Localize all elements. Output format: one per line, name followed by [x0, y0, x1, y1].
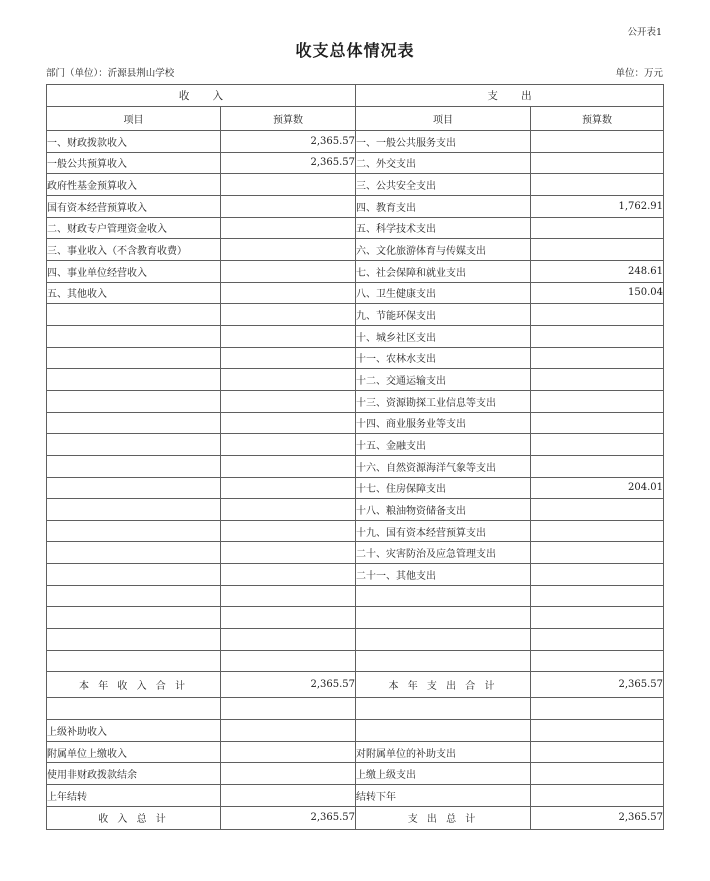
expense-value-cell: [531, 763, 664, 785]
income-item-cell: [47, 650, 221, 672]
expense-item-cell: [356, 585, 531, 607]
income-item-cell: [47, 585, 221, 607]
table-row: [47, 520, 664, 542]
income-item-cell: 三、事业收入（不含教育收费）: [47, 239, 221, 261]
income-value-cell: [221, 455, 356, 477]
income-item-cell: [47, 499, 221, 521]
expense-item-cell: [356, 629, 531, 651]
table-row: [47, 152, 664, 174]
income-value-cell: [221, 520, 356, 542]
expense-item-cell: [356, 607, 531, 629]
grand-total-tbody: [47, 806, 664, 829]
expense-value-cell: [531, 720, 664, 742]
table-row: [47, 741, 664, 763]
expense-item-cell: 十七、住房保障支出: [356, 477, 531, 499]
expense-value-cell: [531, 174, 664, 196]
expense-item-cell: 结转下年: [356, 785, 531, 807]
department-label: 部门（单位）：沂源县荆山学校: [46, 68, 175, 79]
income-item-cell: 上年结转: [47, 785, 221, 807]
expense-item-cell: 二、外交支出: [356, 152, 531, 174]
income-value-cell: [221, 477, 356, 499]
income-item-cell: 五、其他收入: [47, 282, 221, 304]
income-item-cell: 国有资本经营预算收入: [47, 195, 221, 217]
expense-item-cell: [356, 698, 531, 720]
income-value-cell: [221, 607, 356, 629]
income-value-cell: [221, 195, 356, 217]
table-row: [47, 217, 664, 239]
income-item-cell: [47, 347, 221, 369]
income-value-cell: [221, 260, 356, 282]
income-item-cell: [47, 304, 221, 326]
table-row: [47, 174, 664, 196]
expense-item-cell: 十六、自然资源海洋气象等支出: [356, 455, 531, 477]
expense-item-cell: 十、城乡社区支出: [356, 325, 531, 347]
expense-value-cell: [531, 369, 664, 391]
income-item-cell: [47, 390, 221, 412]
expense-value-cell: [531, 390, 664, 412]
expense-item-cell: 九、节能环保支出: [356, 304, 531, 326]
expense-budget-column-header: 预算数: [531, 107, 664, 131]
income-value-cell: [221, 434, 356, 456]
expense-item-cell: [356, 650, 531, 672]
income-value-cell: [221, 629, 356, 651]
expense-value-cell: [531, 629, 664, 651]
expense-value-cell: [531, 152, 664, 174]
table-row: [47, 195, 664, 217]
expense-item-cell: 十五、金融支出: [356, 434, 531, 456]
expense-item-cell: 二十、灾害防治及应急管理支出: [356, 542, 531, 564]
table-row: [47, 542, 664, 564]
expense-total-value-cell: 2,365.57: [531, 672, 664, 698]
expense-item-cell: 十三、资源勘探工业信息等支出: [356, 390, 531, 412]
expense-value-cell: 150.04: [531, 282, 664, 304]
income-value-cell: [221, 585, 356, 607]
main-tbody: [47, 131, 664, 672]
income-value-cell: [221, 412, 356, 434]
income-value-cell: [221, 650, 356, 672]
expense-item-cell: 十八、粮油物资储备支出: [356, 499, 531, 521]
budget-summary-table: [46, 84, 664, 830]
column-header-row: [47, 107, 664, 131]
expense-value-cell: [531, 239, 664, 261]
expense-item-cell: 四、教育支出: [356, 195, 531, 217]
expense-value-cell: [531, 564, 664, 586]
expense-grand-total-value-cell: 2,365.57: [531, 806, 664, 829]
income-item-cell: [47, 629, 221, 651]
income-grand-total-label-cell: 收 入 总 计: [47, 806, 221, 829]
expense-value-cell: [531, 217, 664, 239]
totals-tbody: [47, 672, 664, 698]
income-value-cell: [221, 499, 356, 521]
income-value-cell: [221, 347, 356, 369]
table-header: [47, 85, 664, 131]
income-total-label-cell: 本 年 收 入 合 计: [47, 672, 221, 698]
table-row: [47, 650, 664, 672]
table-row: [47, 698, 664, 720]
expense-value-cell: [531, 412, 664, 434]
expense-item-cell: 十一、农林水支出: [356, 347, 531, 369]
income-item-cell: 一般公共预算收入: [47, 152, 221, 174]
expense-total-label-cell: 本 年 支 出 合 计: [356, 672, 531, 698]
expense-item-cell: 七、社会保障和就业支出: [356, 260, 531, 282]
table-row: [47, 282, 664, 304]
expense-item-cell: 二十一、其他支出: [356, 564, 531, 586]
expense-value-cell: [531, 785, 664, 807]
income-item-cell: [47, 607, 221, 629]
table-row: [47, 412, 664, 434]
sheet-label: 公开表1: [627, 27, 662, 38]
income-value-cell: [221, 217, 356, 239]
expense-value-cell: [531, 131, 664, 153]
table-row: [47, 477, 664, 499]
income-item-cell: 四、事业单位经营收入: [47, 260, 221, 282]
income-item-cell: [47, 542, 221, 564]
income-value-cell: [221, 325, 356, 347]
income-value-cell: [221, 542, 356, 564]
expense-value-cell: [531, 434, 664, 456]
expense-item-cell: 一、一般公共服务支出: [356, 131, 531, 153]
expense-item-cell: 十二、交通运输支出: [356, 369, 531, 391]
income-item-cell: 上级补助收入: [47, 720, 221, 742]
meta-row: [46, 65, 663, 79]
expense-value-cell: [531, 347, 664, 369]
table-row: [47, 239, 664, 261]
income-grand-total-value-cell: 2,365.57: [221, 806, 356, 829]
table-row: [47, 369, 664, 391]
table-row: [47, 564, 664, 586]
income-value-cell: [221, 239, 356, 261]
table-row: [47, 304, 664, 326]
expense-item-cell: 三、公共安全支出: [356, 174, 531, 196]
expense-value-cell: [531, 455, 664, 477]
income-item-cell: 一、财政拨款收入: [47, 131, 221, 153]
income-value-cell: [221, 698, 356, 720]
expense-item-cell: 十四、商业服务业等支出: [356, 412, 531, 434]
unit-label: 单位：万元: [615, 68, 663, 79]
expense-value-cell: 204.01: [531, 477, 664, 499]
table-row: [47, 720, 664, 742]
table-row: [47, 131, 664, 153]
grand-total-row: [47, 806, 664, 829]
expense-item-cell: 六、文化旅游体育与传媒支出: [356, 239, 531, 261]
income-value-cell: [221, 174, 356, 196]
page-title: 收支总体情况表: [295, 41, 415, 60]
bottom-tbody: [47, 698, 664, 806]
expense-value-cell: [531, 304, 664, 326]
expense-value-cell: [531, 325, 664, 347]
expense-value-cell: [531, 542, 664, 564]
income-item-cell: [47, 698, 221, 720]
table-row: [47, 455, 664, 477]
section-header-row: [47, 85, 664, 107]
table-row: [47, 325, 664, 347]
table-row: [47, 390, 664, 412]
expense-value-cell: 1,762.91: [531, 195, 664, 217]
expense-value-cell: [531, 741, 664, 763]
year-totals-row: [47, 672, 664, 698]
income-item-cell: [47, 369, 221, 391]
table-row: [47, 785, 664, 807]
income-item-cell: [47, 325, 221, 347]
income-value-cell: [221, 763, 356, 785]
income-item-cell: 政府性基金预算收入: [47, 174, 221, 196]
income-total-value-cell: 2,365.57: [221, 672, 356, 698]
table-row: [47, 763, 664, 785]
income-value-cell: [221, 369, 356, 391]
expense-item-cell: 上缴上级支出: [356, 763, 531, 785]
income-value-cell: 2,365.57: [221, 152, 356, 174]
income-value-cell: 2,365.57: [221, 131, 356, 153]
table-row: [47, 585, 664, 607]
income-section-header: 收 入: [47, 85, 356, 107]
income-item-cell: 使用非财政拨款结余: [47, 763, 221, 785]
expense-item-cell: 十九、国有资本经营预算支出: [356, 520, 531, 542]
table-row: [47, 499, 664, 521]
income-item-cell: [47, 477, 221, 499]
table-row: [47, 347, 664, 369]
expense-value-cell: [531, 698, 664, 720]
income-item-cell: [47, 434, 221, 456]
expense-value-cell: 248.61: [531, 260, 664, 282]
income-item-cell: 二、财政专户管理资金收入: [47, 217, 221, 239]
table-row: [47, 629, 664, 651]
table-row: [47, 434, 664, 456]
expense-item-cell: [356, 720, 531, 742]
income-item-cell: [47, 564, 221, 586]
income-value-cell: [221, 304, 356, 326]
income-value-cell: [221, 390, 356, 412]
income-item-cell: [47, 520, 221, 542]
expense-item-cell: 对附属单位的补助支出: [356, 741, 531, 763]
income-value-cell: [221, 720, 356, 742]
income-value-cell: [221, 564, 356, 586]
expense-item-cell: 八、卫生健康支出: [356, 282, 531, 304]
income-value-cell: [221, 741, 356, 763]
expense-value-cell: [531, 520, 664, 542]
income-item-cell: [47, 412, 221, 434]
table-row: [47, 260, 664, 282]
income-item-cell: [47, 455, 221, 477]
expense-value-cell: [531, 607, 664, 629]
table-row: [47, 607, 664, 629]
expense-item-cell: 五、科学技术支出: [356, 217, 531, 239]
income-value-cell: [221, 282, 356, 304]
expense-value-cell: [531, 585, 664, 607]
income-item-column-header: 项目: [47, 107, 221, 131]
expense-grand-total-label-cell: 支 出 总 计: [356, 806, 531, 829]
expense-item-column-header: 项目: [356, 107, 531, 131]
income-budget-column-header: 预算数: [221, 107, 356, 131]
expense-value-cell: [531, 499, 664, 521]
income-value-cell: [221, 785, 356, 807]
expense-section-header: 支 出: [356, 85, 664, 107]
expense-value-cell: [531, 650, 664, 672]
income-item-cell: 附属单位上缴收入: [47, 741, 221, 763]
